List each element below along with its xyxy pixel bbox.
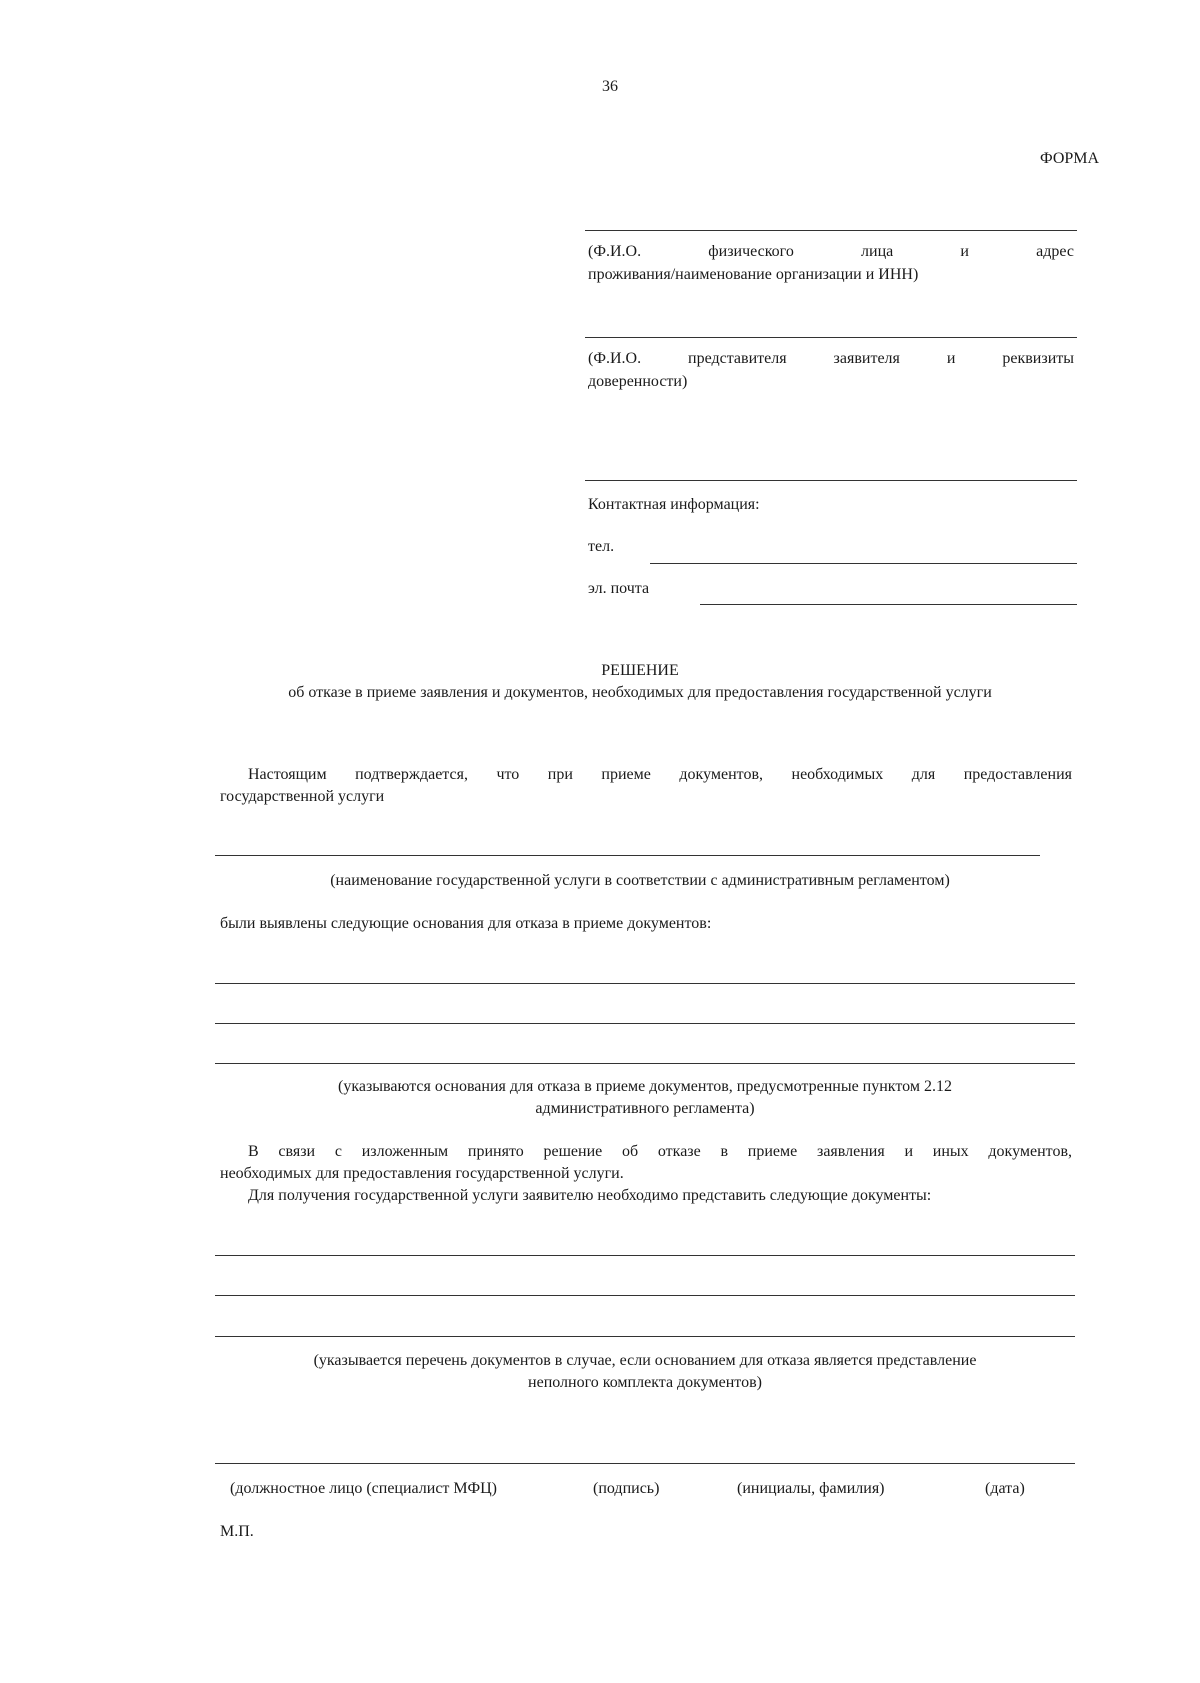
grounds-line-3[interactable] [215,1063,1075,1064]
page-number: 36 [602,78,618,95]
decision-subtitle: об отказе в приеме заявления и документов, необходимых для предоставления государственной услуги [288,684,992,701]
seal-label: М.П. [220,1523,254,1540]
applicant-hint-line2: проживания/наименование организации и ИНН) [588,266,919,283]
official-label: (должностное лицо (специалист МФЦ) [230,1480,497,1497]
docs-line-2[interactable] [215,1295,1075,1296]
contact-label: Контактная информация: [588,496,760,513]
grounds-line-2[interactable] [215,1023,1075,1024]
grounds-intro: были выявлены следующие основания для отказа в приеме документов: [220,915,712,932]
representative-hint-line1: (Ф.И.О. представителя заявителя и реквизиты [588,350,1074,367]
docs-hint-line2: неполного комплекта документов) [528,1374,762,1391]
signature-line[interactable] [215,1463,1075,1464]
service-hint: (наименование государственной услуги в соответствии с административным регламентом) [330,872,950,889]
docs-hint-line1: (указывается перечень документов в случае, если основанием для отказа является представление [313,1352,977,1369]
applicant-hint-line1: (Ф.И.О. физического лица и адрес [588,243,1074,260]
service-name-line[interactable] [215,855,1040,856]
date-label: (дата) [985,1480,1025,1497]
phone-label: тел. [588,538,615,555]
confirm-line2: государственной услуги [220,788,385,805]
docs-line-1[interactable] [215,1255,1075,1256]
refusal-line2: необходимых для предоставления государственной услуги. [220,1165,624,1182]
representative-hint-line2: доверенности) [588,373,688,390]
grounds-hint-line2: административного регламента) [535,1100,755,1117]
decision-title: РЕШЕНИЕ [601,662,679,679]
required-docs-text: Для получения государственной услуги заявителю необходимо представить следующие документы: [248,1187,932,1204]
docs-line-3[interactable] [215,1336,1075,1337]
email-field-line[interactable] [700,604,1077,605]
applicant-name-line[interactable] [585,230,1077,231]
representative-name-line[interactable] [585,337,1077,338]
contact-top-line [585,480,1077,481]
phone-field-line[interactable] [650,563,1077,564]
name-label: (инициалы, фамилия) [737,1480,885,1497]
grounds-hint-line1: (указываются основания для отказа в приеме документов, предусмотренные пунктом 2.12 [338,1078,952,1095]
email-label: эл. почта [588,580,650,597]
signature-label: (подпись) [593,1480,660,1497]
form-label: ФОРМА [1040,150,1100,167]
refusal-line1: В связи с изложенным принято решение об отказе в приеме заявления и иных документов, [248,1143,1072,1160]
confirm-line1: Настоящим подтверждается, что при приеме документов, необходимых для предоставления [248,766,1072,783]
grounds-line-1[interactable] [215,983,1075,984]
